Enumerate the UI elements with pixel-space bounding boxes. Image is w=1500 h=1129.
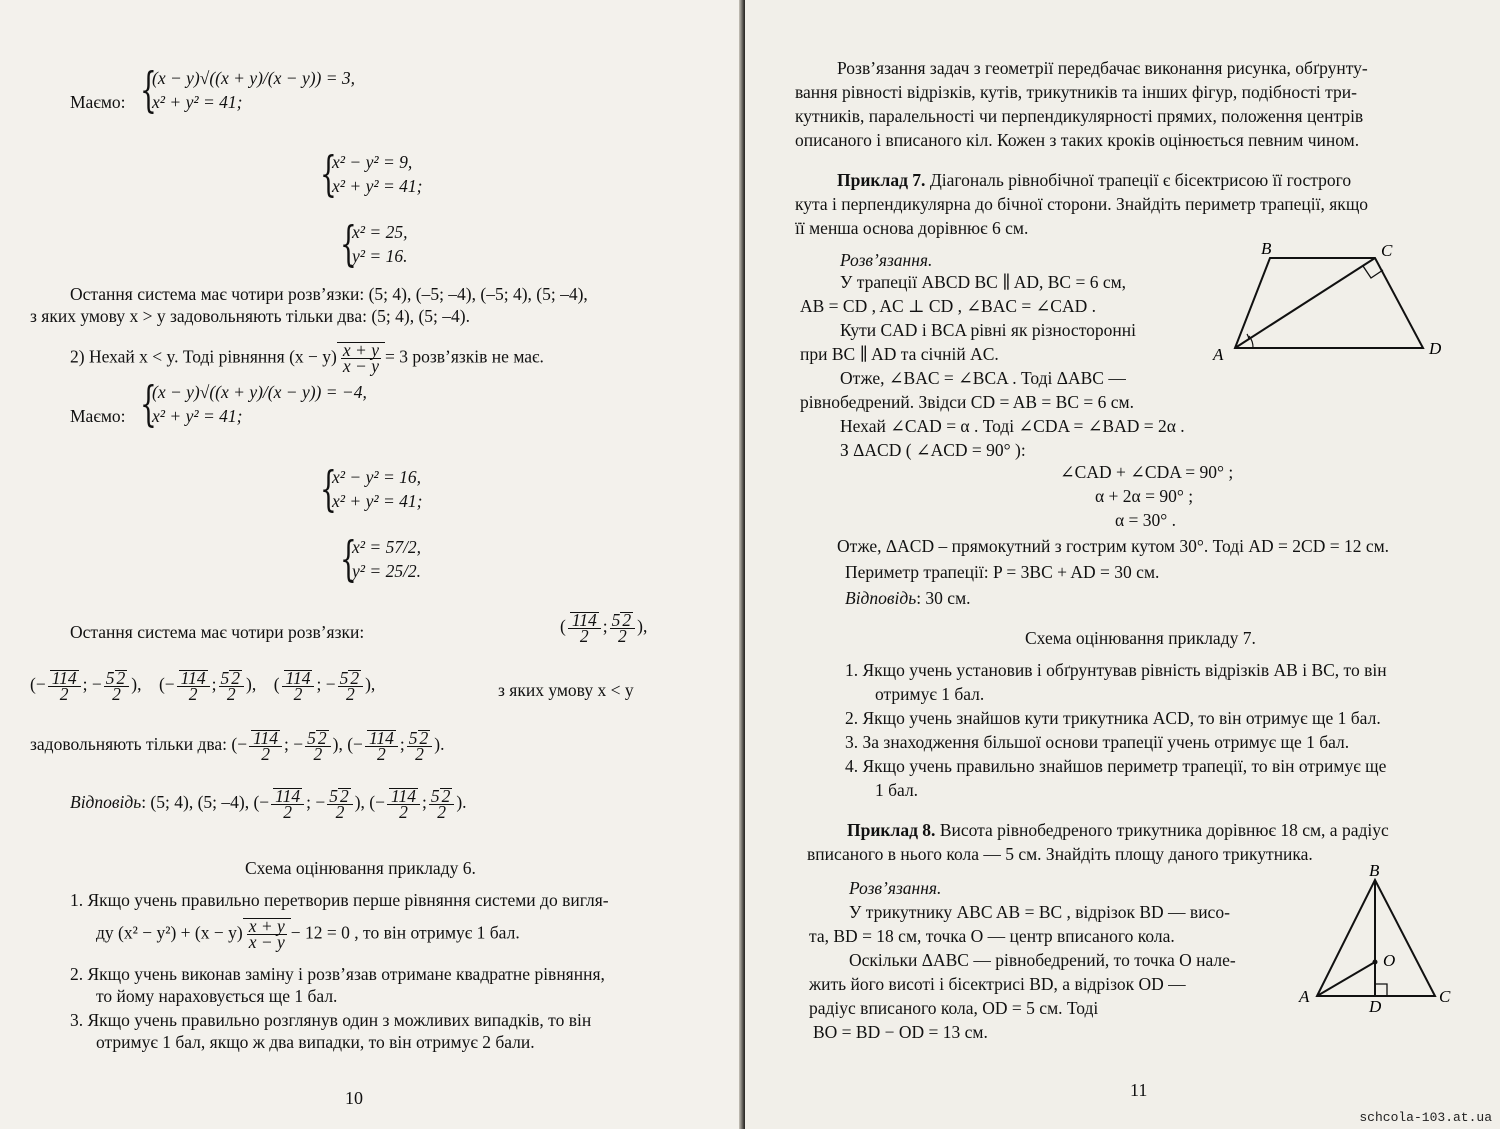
solution-8-line-5: радіус вписаного кола, OD = 5 см. Тоді	[809, 998, 1099, 1018]
equation-7-3: α = 30° .	[1115, 510, 1177, 530]
system-5-row-2: x² + y² = 41;	[332, 491, 423, 511]
fig7-label-b: B	[1261, 239, 1272, 258]
solution-7b-line-2: Периметр трапеції: P = 3BC + AD = 30 см.	[845, 562, 1160, 582]
left-page	[0, 0, 745, 1129]
scheme-7-item-4: 4. Якщо учень правильно знайшов периметр трапеції, то він отримує ще	[845, 756, 1387, 776]
solution-7-line-1: У трапеції ABCD BC ∥ AD, BC = 6 см,	[840, 272, 1127, 292]
scheme-6-item-1c: − 12 = 0 , то він отримує 1 бал.	[290, 922, 520, 943]
system-4-row-2: x² + y² = 41;	[152, 406, 243, 426]
example-7-line-2: кута і перпендикулярна до бічної сторони. Знайдіть периметр трапеції, якщо	[795, 194, 1369, 214]
fig8-label-c: C	[1439, 987, 1451, 1006]
scheme-6-item-3a: 3. Якщо учень правильно розглянув один з можливих випадків, то він	[70, 1010, 592, 1030]
fig7-label-a: A	[1213, 345, 1224, 364]
system-6-row-1: x² = 57/2,	[352, 537, 422, 557]
example-7-label: Приклад 7.	[837, 170, 926, 190]
solution-8-line-6: BO = BD − OD = 13 см.	[813, 1022, 988, 1042]
answer-7	[845, 588, 971, 608]
system-6: { x² = 57/2, y² = 25/2.	[340, 531, 422, 587]
right-page	[745, 0, 1500, 1129]
fig7-label-c: C	[1381, 241, 1393, 260]
system-1-row-2: x² + y² = 41;	[152, 92, 243, 112]
fig8-label-b: B	[1369, 862, 1380, 880]
scheme-7-item-1b: отримує 1 бал.	[875, 684, 985, 704]
scheme-7-item-1: 1. Якщо учень установив і обґрунтував рівність відрізків AB і BC, то він	[845, 660, 1387, 680]
answer-6: Відповідь: (5; 4), (5; –4), (− $\frac{114}{2}$ ; − $\frac{5 2}{2}$ ), (− $\frac{114}{2}$ ; $\frac{5 2}{2}$ ).	[70, 786, 467, 822]
fig7-label-d: D	[1429, 339, 1442, 358]
solution-pair-1: ( $\frac{114}{2}$ ; $\frac{5 2}{2}$ ),	[560, 610, 648, 646]
example-8-label: Приклад 8.	[847, 820, 936, 840]
intro-line-4: описаного і вписаного кіл. Кожен з таких кроків оцінюється певним чином.	[795, 130, 1360, 150]
case-2-text-a: 2) Нехай x < y. Тоді рівняння (x − y)	[70, 346, 337, 367]
system-2-row-2: x² + y² = 41;	[332, 176, 423, 196]
intro-line-1: Розв’язання задач з геометрії передбачає виконання рисунка, обґрунту-	[837, 58, 1368, 78]
equation-7-2: α + 2α = 90° ;	[1095, 486, 1194, 506]
answer-text: : (5; 4), (5; –4),	[141, 792, 250, 813]
example-8-line-1	[847, 820, 1389, 840]
paragraph-1: Остання система має чотири розв’язки: (5; 4), (–5; –4), (–5; 4), (5; –4),	[70, 284, 588, 304]
maemo-label-2: Маємо:	[70, 406, 126, 426]
solution-8-line-1: У трикутнику ABC AB = BC , відрізок BD — висо-	[849, 902, 1230, 922]
intro-line-2: вання рівності відрізків, кутів, трикутників та інших фігур, подібності три-	[795, 82, 1357, 102]
maemo-label: Маємо:	[70, 92, 126, 112]
system-5-row-1: x² − y² = 16,	[332, 467, 422, 487]
scheme-6-title: Схема оцінювання прикладу 6.	[245, 858, 476, 878]
equation-7-1: ∠CAD + ∠CDA = 90° ;	[1060, 462, 1234, 482]
example-7-text: Діагональ рівнобічної трапеції є бісектрисою її гострого	[925, 170, 1352, 190]
solution-7-line-6: рівнобедрений. Звідси CD = AB = BC = 6 см.	[800, 392, 1134, 412]
scheme-6-item-2b: то йому нараховується ще 1 бал.	[96, 986, 338, 1006]
example-8-line-2: вписаного в нього кола — 5 см. Знайдіть площу даного трикутника.	[807, 844, 1313, 864]
paragraph-3c: задовольняють тільки два:	[30, 734, 228, 755]
solution-pairs-row: (− $\frac{114}{2}$ ; − $\frac{5 2}{2}$ ), (− $\frac{114}{2}$ ; $\frac{5 2}{2}$ ), ( $\frac{114}{2}$ ; − $\frac{5 2}{2}$ ),	[30, 668, 376, 704]
solution-7-line-3: Кути CAD і BCA рівні як різносторонні	[840, 320, 1136, 340]
solution-8-line-2: та, BD = 18 см, точка O — центр вписаного кола.	[809, 926, 1175, 946]
fig8-label-o: O	[1383, 951, 1396, 970]
system-3-row-1: x² = 25,	[352, 222, 408, 242]
fig8-label-d: D	[1369, 997, 1382, 1016]
triangle-figure	[1295, 862, 1455, 1022]
answer-label: Відповідь	[70, 792, 142, 813]
solution-8-label: Розв’язання.	[849, 878, 942, 898]
solution-7-line-7: Нехай ∠CAD = α . Тоді ∠CDA = ∠BAD = 2α .	[840, 416, 1185, 436]
intro-line-3: кутників, паралельності чи перпендикулярності прямих, положення центрів	[795, 106, 1364, 126]
scheme-7-item-4b: 1 бал.	[875, 780, 919, 800]
solution-7b-line-1: Отже, ΔACD – прямокутний з гострим кутом 30°. Тоді AD = 2CD = 12 см.	[837, 536, 1390, 556]
case-2-line: 2) Нехай x < y. Тоді рівняння (x − y) $\frac{x + y}{x - y}$ = 3 розв’язків не має.	[70, 340, 544, 376]
scheme-6-item-1a: 1. Якщо учень правильно перетворив перше рівняння системи до вигля-	[70, 890, 609, 910]
scheme-7-item-3: 3. За знаходження більшої основи трапеції учень отримує ще 1 бал.	[845, 732, 1350, 752]
system-2: { x² − y² = 9, x² + y² = 41;	[320, 146, 423, 202]
scheme-7-item-2: 2. Якщо учень знайшов кути трикутника ACD, то він отримує ще 1 бал.	[845, 708, 1381, 728]
scheme-6-item-2a: 2. Якщо учень виконав заміну і розв’язав отримане квадратне рівняння,	[70, 964, 605, 984]
system-3-row-2: y² = 16.	[352, 246, 408, 266]
system-1-row-1: (x − y)√((x + y)/(x − y)) = 3,	[152, 68, 356, 88]
system-2-row-1: x² − y² = 9,	[332, 152, 413, 172]
system-4-row-1: (x − y)√((x + y)/(x − y)) = −4,	[152, 382, 367, 402]
paragraph-3c-line: задовольняють тільки два: (− $\frac{114}{2}$ ; − $\frac{5 2}{2}$ ), (− $\frac{114}{2}$ ; $\frac{5 2}{2}$ ).	[30, 728, 445, 764]
page-number-right: 11	[1130, 1080, 1148, 1100]
system-4: { (x − y)√((x + y)/(x − y)) = −4, x² + y² = 41;	[140, 376, 367, 432]
paragraph-3: Остання система має чотири розв’язки:	[70, 622, 365, 642]
paragraph-1b: з яких умову x > y задовольняють тільки два: (5; 4), (5; –4).	[30, 306, 470, 326]
solution-7-line-4: при BC ∥ AD та січній AC.	[800, 344, 999, 364]
solution-7-line-2: AB = CD , AC ⊥ CD , ∠BAC = ∠CAD .	[800, 296, 1096, 316]
scheme-7-title: Схема оцінювання прикладу 7.	[1025, 628, 1256, 648]
example-7-line-3: її менша основа дорівнює 6 см.	[795, 218, 1029, 238]
example-8-text: Висота рівнобедреного трикутника дорівнює 18 см, а радіус	[935, 820, 1389, 840]
example-7-line-1	[837, 170, 1351, 190]
system-3: { x² = 25, y² = 16.	[340, 216, 408, 272]
answer-7-text: : 30 см.	[916, 588, 971, 608]
trapezoid-figure	[1205, 236, 1475, 366]
solution-7-label: Розв’язання.	[840, 250, 933, 270]
scheme-6-item-1b-line: ду (x² − y²) + (x − y) $\frac{x + y}{x - y}$ − 12 = 0 , то він отримує 1 бал.	[96, 916, 520, 952]
solution-7-line-5: Отже, ∠BAC = ∠BCA . Тоді ΔABC —	[840, 368, 1126, 388]
fig8-label-a: A	[1299, 987, 1310, 1006]
scheme-6-item-1b: ду (x² − y²) + (x − y)	[96, 922, 243, 943]
watermark: schcola-103.at.ua	[1359, 1110, 1492, 1125]
paragraph-3b: з яких умову x < y	[498, 680, 634, 700]
solution-7-line-8: З ΔACD ( ∠ACD = 90° ):	[840, 440, 1026, 460]
system-1: { (x − y)√((x + y)/(x − y)) = 3, x² + y² = 41;	[140, 62, 356, 118]
page-number-left: 10	[345, 1088, 363, 1108]
system-6-row-2: y² = 25/2.	[352, 561, 422, 581]
case-2-text-b: = 3 розв’язків не має.	[384, 346, 544, 367]
solution-8-line-4: жить його висоті і бісектрисі BD, а відрізок OD —	[809, 974, 1186, 994]
solution-8-line-3: Оскільки ΔABC — рівнобедрений, то точка O нале-	[849, 950, 1236, 970]
answer-7-label: Відповідь	[845, 588, 917, 608]
scheme-6-item-3b: отримує 1 бал, якщо ж два випадки, то він отримує 2 бали.	[96, 1032, 535, 1052]
system-5: { x² − y² = 16, x² + y² = 41;	[320, 461, 423, 517]
